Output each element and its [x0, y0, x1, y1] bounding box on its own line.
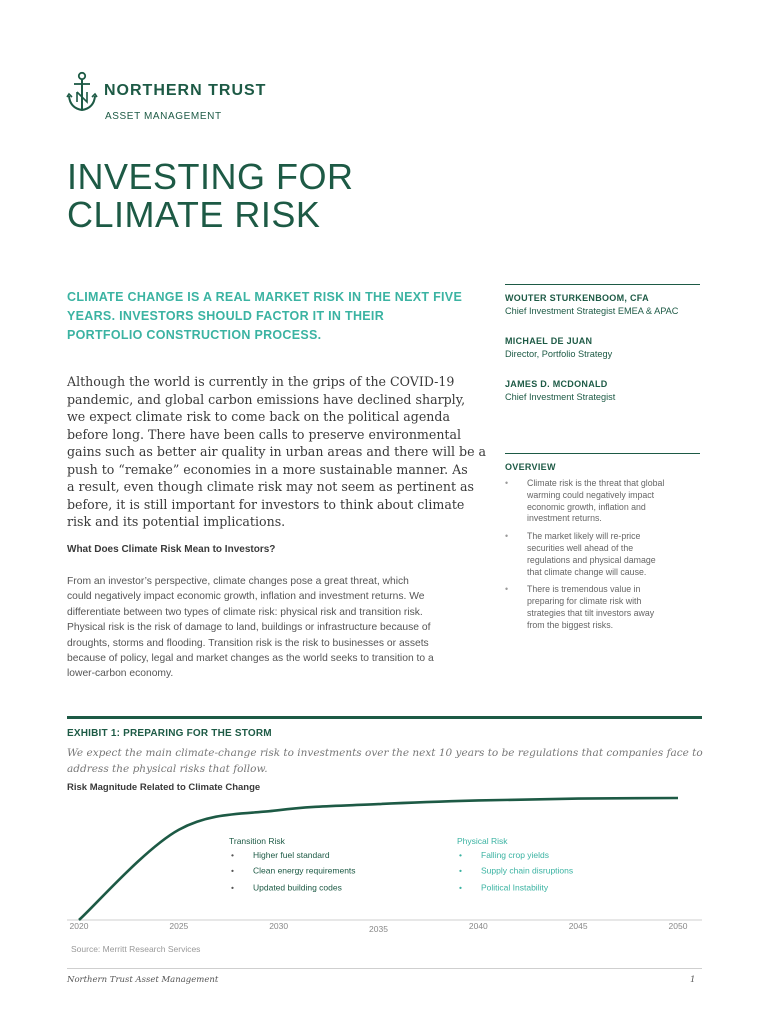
body-paragraph: [67, 574, 487, 682]
intro-line: PORTFOLIO CONSTRUCTION PROCESS.: [67, 328, 322, 342]
overview-line: preparing for climate risk with: [527, 596, 642, 607]
annotation-bullet: •: [459, 865, 462, 876]
annotation-item: Supply chain disruptions: [481, 865, 574, 876]
overview-item: [505, 478, 700, 525]
x-tick-label: 2035: [369, 924, 388, 934]
x-tick-label: 2025: [169, 921, 189, 931]
overview-item: [505, 531, 700, 578]
overview-line: economic growth, inflation and: [527, 501, 646, 512]
overview-line: regulations and physical damage: [527, 554, 656, 565]
authors-panel: [505, 284, 700, 421]
overview-line: that climate change will cause.: [527, 566, 647, 577]
lead-line: before, it is still important for investors to think about climate: [67, 496, 465, 512]
annotation-bullet: •: [231, 865, 234, 876]
series-line: [79, 798, 678, 920]
overview-line: strategies that tilt investors away: [527, 607, 655, 618]
author-title: Director, Portfolio Strategy: [505, 349, 613, 359]
exhibit-title: EXHIBIT 1: PREPARING FOR THE STORM: [67, 728, 272, 739]
northern-trust-logo: [66, 70, 296, 124]
section-heading: What Does Climate Risk Mean to Investors?: [67, 544, 276, 555]
body-line: Physical risk is the risk of damage to land, buildings or infrastructure because of: [67, 622, 431, 634]
annotation-item: Clean energy requirements: [253, 865, 356, 876]
annotation-item: Higher fuel standard: [253, 850, 330, 860]
exhibit-subtitle-line: address the physical risks that follow.: [67, 763, 268, 775]
author-name: WOUTER STURKENBOOM, CFA: [505, 293, 649, 303]
lead-paragraph: [67, 373, 487, 531]
overview-line: from the biggest risks.: [527, 619, 614, 630]
exhibit-rule: [67, 716, 702, 719]
footer-text: Northern Trust Asset Management: [67, 975, 219, 985]
body-line: differentiate between two types of climate risk: physical risk and transition risk.: [67, 606, 423, 618]
author-entry: [505, 378, 700, 404]
exhibit-subtitle-line: We expect the main climate-change risk to investments over the next 10 years to be regulations that companies face to: [67, 747, 703, 759]
author-title: Chief Investment Strategist EMEA & APAC: [505, 306, 679, 316]
page-title-line: CLIMATE RISK: [67, 194, 321, 235]
body-line: could negatively impact economic growth, inflation and investment returns. We: [67, 591, 425, 603]
lead-line: risk and its potential implications.: [67, 514, 286, 529]
overview-panel: [505, 453, 700, 638]
anchor-icon: [66, 70, 98, 114]
overview-line: securities well ahead of the: [527, 542, 634, 553]
annotation-item: Political Instability: [481, 882, 549, 893]
logo-name: NORTHERN TRUST: [104, 82, 267, 99]
lead-line: a result, even though climate risk may not seem as pertinent as: [67, 479, 474, 494]
annotation-bullet: •: [459, 882, 462, 893]
lead-line: pandemic, and global carbon emissions have declined sharply,: [67, 391, 466, 407]
annotation-heading: Physical Risk: [457, 836, 508, 846]
bullet-icon: •: [505, 478, 509, 488]
annotation-item: Falling crop yields: [481, 850, 550, 860]
page-title: [67, 158, 354, 234]
annotation-bullet: •: [231, 850, 234, 860]
bullet-icon: •: [505, 584, 509, 595]
lead-line: Although the world is currently in the grips of the COVID-19: [67, 374, 455, 389]
overview-line: warming could negatively impact: [527, 489, 655, 500]
x-tick-label: 2045: [568, 921, 588, 931]
x-tick-label: 2030: [269, 921, 289, 931]
overview-line: investment returns.: [527, 513, 602, 524]
author-entry: [505, 292, 700, 318]
bullet-icon: •: [505, 531, 509, 542]
lead-line: push to “remake” economies in a more sustainable manner. As: [67, 461, 468, 477]
chart-title: Risk Magnitude Related to Climate Change: [67, 782, 261, 793]
overview-title: OVERVIEW: [505, 462, 556, 472]
author-name: JAMES D. MCDONALD: [505, 379, 608, 389]
annotation-heading: Transition Risk: [229, 836, 285, 846]
page-number: 1: [690, 975, 696, 985]
overview-line: There is tremendous value in: [527, 584, 641, 595]
body-line: From an investor’s perspective, climate changes pose a great threat, which: [67, 576, 409, 587]
chart-source: Source: Merritt Research Services: [71, 944, 201, 954]
intro-line: CLIMATE CHANGE IS A REAL MARKET RISK IN THE NEXT FIVE: [67, 290, 463, 304]
overview-line: Climate risk is the threat that global: [527, 478, 665, 488]
overview-item: [505, 584, 700, 631]
intro-line: YEARS. INVESTORS SHOULD FACTOR IT IN THEIR: [67, 309, 385, 323]
annotation-bullet: •: [231, 882, 234, 893]
annotation-bullet: •: [459, 850, 462, 860]
author-entry: [505, 335, 700, 361]
overview-line: The market likely will re-price: [527, 531, 641, 542]
x-tick-label: 2050: [668, 921, 688, 931]
logo-subtitle: ASSET MANAGEMENT: [105, 111, 222, 122]
lead-line: gains such as better air quality in urban areas and there will be a: [67, 444, 487, 459]
body-line: droughts, storms and flooding. Transition risk is the risk to businesses or assets: [67, 637, 429, 649]
author-title: Chief Investment Strategist: [505, 392, 616, 402]
lead-line: we expect climate risk to come back on the political agenda: [67, 409, 450, 424]
exhibit-subtitle: [67, 745, 702, 777]
author-name: MICHAEL DE JUAN: [505, 336, 593, 346]
annotation-item: Updated building codes: [253, 882, 342, 893]
page-title-line: INVESTING FOR: [67, 156, 354, 197]
lead-line: before long. There have been calls to preserve environmental: [67, 426, 462, 442]
footer-rule: [67, 968, 702, 969]
x-tick-label: 2040: [468, 921, 488, 931]
body-line: because of policy, legal and market changes as the world seeks to transition to a: [67, 653, 434, 665]
body-line: lower-carbon economy.: [67, 668, 174, 680]
intro-summary: [67, 288, 477, 345]
x-tick-label: 2020: [69, 921, 89, 931]
